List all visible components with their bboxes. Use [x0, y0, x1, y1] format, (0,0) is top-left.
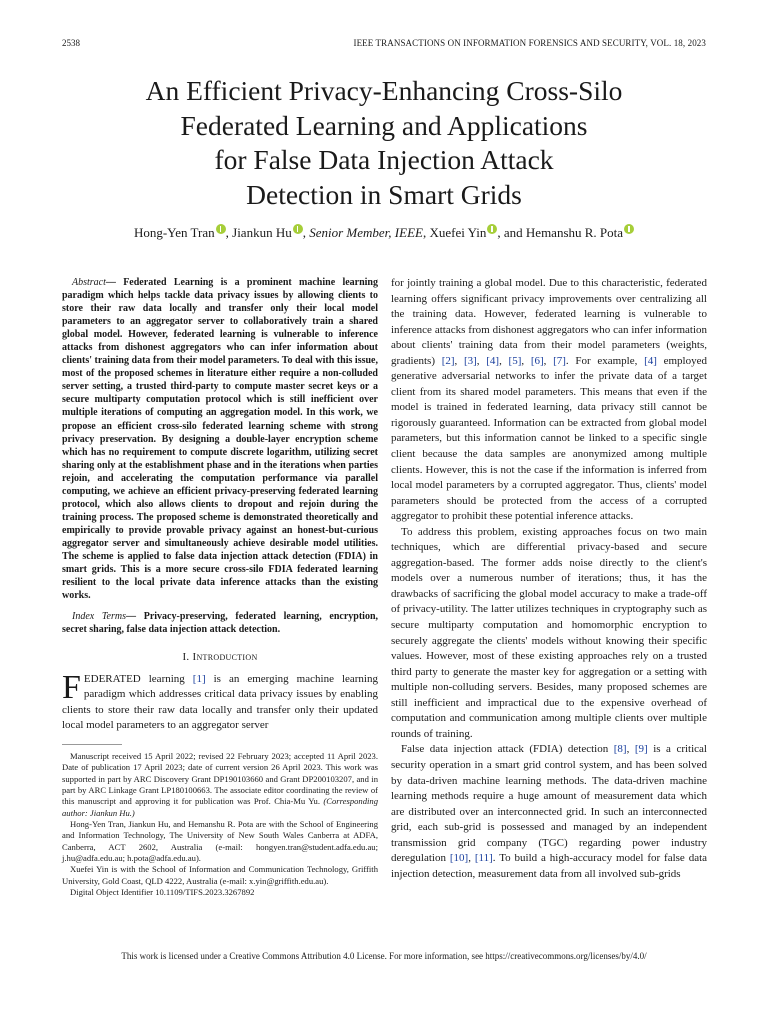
intro-paragraph: [62, 668, 378, 734]
license-notice: This work is licensed under a Creative Commons Attribution 4.0 License. For more information, see https://creativecommons.org/licenses/by/4.0/: [121, 951, 647, 961]
orcid-icon[interactable]: [216, 224, 226, 234]
page-header: [62, 38, 706, 50]
author-membership: Senior Member, IEEE: [309, 225, 423, 240]
text-run: is an emerging machine learning paradigm which addresses critical data privacy issues by enabling clients to store their raw data locally and transfer only their updated local model parameters to an aggregator server: [62, 672, 378, 732]
author-list: Hong-Yen Tran , Jiankun Hu , Senior Member, IEEE, Xuefei Yin , and Hemanshu R. Pota: [62, 224, 706, 241]
author-name: Xuefei Yin: [429, 225, 487, 240]
text-run: . To build a high-accuracy model for false data injection detection, measurement data from all involved sub-grids: [391, 852, 708, 880]
orcid-icon[interactable]: [293, 224, 303, 234]
citation-link[interactable]: [8]: [613, 743, 627, 756]
text-run: ,: [626, 743, 635, 756]
text-run: ,: [521, 354, 531, 367]
abstract: Abstract— Federated Learning is a prominent machine learning paradigm which helps tackle data privacy issues by allowing clients to store their raw data locally and transfer only their local model parameters to an aggregator server to collaboratively train a shared global model. However, federated learning is vulnerable to inference attacks from dishonest aggregators who can infer information about clients' training data from their model parameters. To deal with this issue, most of the proposed schemes in literature either require a non-colluded server setting, a trusted third-party to compute master secret keys or a secure multiparty computation protocol which is still inefficient over multiple iterations of computing an aggregation model. In this work, we propose an efficient cross-silo federated learning scheme with strong privacy preservation. By designing a double-layer encryption scheme which has no requirement to compute discrete logarithm, utilizing secret sharing only at the establishment phase and in the iterations when parties rejoin, and accelerating the computation performance via parallel computing, we achieve an efficient privacy-preserving federated learning protocol, which also allows clients to dropout and rejoin during the training process. The proposed scheme is demonstrated theoretically and empirically to provide provable privacy against an honest-but-curious aggregator server and simultaneously achieve desirable model utilities. The scheme is applied to false data injection attack detection (FDIA) in smart grids. This is a more secure cross-silo FDIA federated learning resilient to the local private data inference attacks than the existing works.: [62, 277, 378, 602]
citation-link[interactable]: [3]: [463, 354, 477, 367]
text-run: employed generative adversarial networks to infer the private data of a target client from its shared model parameters. This means that even if the model is trained in federated learning, data privacy still cannot be rigorously guaranteed. Information can be extracted from global model parameters, but this information cannot be linked to a specific single client because the data samples are anonymized among multiple clients. However, this is not the case if the information is inferred from local model parameters by a corrupted aggregator. Thus, clients' model parameters should be protected from the access of a corrupted aggregator to prohibit these potential inference attacks.: [391, 354, 707, 523]
right-column: [391, 276, 707, 882]
author-name: Hemanshu R. Pota: [525, 225, 624, 240]
citation-link[interactable]: [10]: [449, 852, 469, 865]
footnote-divider: [62, 744, 122, 745]
footnote: Digital Object Identifier 10.1109/TIFS.2023.3267892: [70, 887, 255, 898]
abstract-label: Abstract: [72, 277, 106, 288]
text-run: ,: [499, 354, 509, 367]
body-paragraph: [391, 276, 707, 525]
footnotes: [62, 751, 378, 898]
text-run: . For example,: [565, 354, 645, 367]
text-run: ,: [543, 354, 554, 367]
title-line: for False Data Injection Attack: [214, 144, 554, 175]
text-run: ,: [476, 354, 487, 367]
index-terms: Index Terms— Privacy-preserving, federated learning, encryption, secret sharing, false data injection attack detection.: [62, 611, 379, 636]
citation-link[interactable]: [2]: [441, 354, 455, 367]
title-line: Federated Learning and Applications: [180, 109, 588, 141]
text-run: EDERATED learning: [83, 672, 193, 685]
footnote: Xuefei Yin is with the School of Information and Communication Technology, Griffith University, Gold Coast, QLD 4222, Australia (e-mail: x.yin@griffith.edu.au).: [62, 864, 378, 886]
footnote: Hong-Yen Tran, Jiankun Hu, and Hemanshu R. Pota are with the School of Engineering and Information Technology, The University of New South Wales Canberra at ADFA, Canberra, ACT 2602, Australia (e-mail: hongyen.tran@student.adfa.edu.au; j.hu@adfa.edu.au; h.pota@adfa.edu.au).: [62, 818, 378, 863]
citation-link[interactable]: [4]: [644, 354, 657, 367]
corresponding-author: (Corresponding author: Jiankun Hu.): [62, 796, 378, 818]
citation-link[interactable]: [11]: [474, 852, 493, 865]
author-name: Jiankun Hu: [232, 225, 292, 240]
citation-link[interactable]: [4]: [486, 354, 500, 367]
citation-link[interactable]: [5]: [508, 354, 522, 367]
title-line: An Efficient Privacy-Enhancing Cross-Silo: [145, 75, 623, 106]
drop-cap: F: [62, 668, 81, 706]
abstract-text: Federated Learning is a prominent machine learning paradigm which helps tackle data privacy issues by allowing clients to store their raw data locally and transfer only their local model parameters to an aggregator server to collaboratively train a shared global model. However, federated learning is vulnerable to inference attacks from dishonest aggregators who can infer information about clients' training data from their model parameters. To deal with this issue, most of the proposed schemes in literature either require a non-colluded server setting, a trusted third-party to compute master secret keys or a secure multiparty computation protocol which is still inefficient over multiple iterations of computing an aggregation model. In this work, we propose an efficient cross-silo federated learning scheme with strong privacy preservation. By designing a double-layer encryption scheme which has no requirement to compute discrete logarithm, utilizing secret sharing only at the establishment phase and in the iterations when parties rejoin, and accelerating the computation performance via parallel computing, we achieve an efficient privacy-preserving federated learning protocol, which also allows clients to dropout and rejoin during the training process. The proposed scheme is demonstrated theoretically and empirically to provide provable privacy against an honest-but-curious aggregator server and simultaneously achieve desirable model utilities. The scheme is applied to false data injection attack detection (FDIA) in smart grids. This is a more secure cross-silo FDIA federated learning resilient to the local private data inference attacks than the existing works.: [62, 277, 378, 602]
text-run: for jointly training a global model. Due to this characteristic, federated learning offers significant privacy improvements over centralizing all the training data. However, federated learning is vulnerable to inference attacks from dishonest aggregators who can infer information about clients' training data from their model parameters (weights, gradients): [391, 277, 707, 367]
citation-link[interactable]: [1]: [192, 672, 206, 685]
index-terms-text: Privacy-preserving, federated learning, encryption, secret sharing, false data injection attack detection.: [62, 611, 379, 636]
title-line: Detection in Smart Grids: [246, 178, 522, 210]
citation-link[interactable]: [9]: [634, 743, 648, 756]
author-name: Hong-Yen Tran: [133, 225, 215, 240]
footnote: [62, 751, 378, 819]
section-heading: I. Introduction: [182, 651, 258, 664]
orcid-icon[interactable]: [624, 224, 634, 234]
orcid-icon[interactable]: [487, 224, 497, 234]
page-number: 2538: [62, 38, 80, 48]
text-run: ,: [454, 354, 464, 367]
index-terms-label: Index Terms: [72, 611, 127, 623]
journal-name: IEEE TRANSACTIONS ON INFORMATION FORENSICS AND SECURITY, VOL. 18, 2023: [353, 38, 706, 48]
left-column: [62, 276, 378, 898]
paper-title: [62, 74, 706, 212]
text-run: is a critical security operation in a smart grid control system, and has been solved by data-driven machine learning methods. The data-driven machine learning methods require a huge amount of measurement data which are distributed over an interconnected grid. In such an interconnected grid, each sub-grid is possessed and managed by an independent transmission grid company (TGC) regarding power industry deregulation: [391, 743, 707, 865]
text-run: False data injection attack (FDIA) detection: [401, 743, 614, 756]
author-conjunction: and: [503, 225, 523, 240]
citation-link[interactable]: [6]: [530, 354, 544, 367]
body-paragraph: To address this problem, existing approaches focus on two main techniques, which are differential privacy-based and secure aggregation-based. The former adds noise directly to the client's models over a numerous number of iterations; thus, it has the drawbacks of sacrificing the global model accuracy to make a trade-off of privacy-utility. The latter utilizes techniques in cryptography such as secure multiparty computation and homomorphic encryption to securely aggregate the clients' models without knowing their specific values. However, most of these existing approaches rely on a trusted third party to generate the master key for aggregation or a setting with multiple non-colluding servers. Besides, many proposed schemes are still inefficient and impractical due to the expensive overhead of computation and communication among multiple clients over multiple rounds of training.: [391, 525, 707, 740]
citation-link[interactable]: [7]: [553, 354, 566, 367]
text-run: ,: [468, 852, 475, 865]
body-paragraph: [391, 742, 707, 882]
text-run: Manuscript received 15 April 2022; revised 22 February 2023; accepted 11 April 2023. Date of publication 17 April 2023; date of current version 26 April 2023. This work was supported in part by ARC Discovery Grant DP190103660 and Grant DP200103207, and in part by ARC Linkage Grant LP180100663. The associate editor coordinating the review of this manuscript and approving it for publication was Prof. Chia-Mu Yu.: [62, 750, 378, 807]
